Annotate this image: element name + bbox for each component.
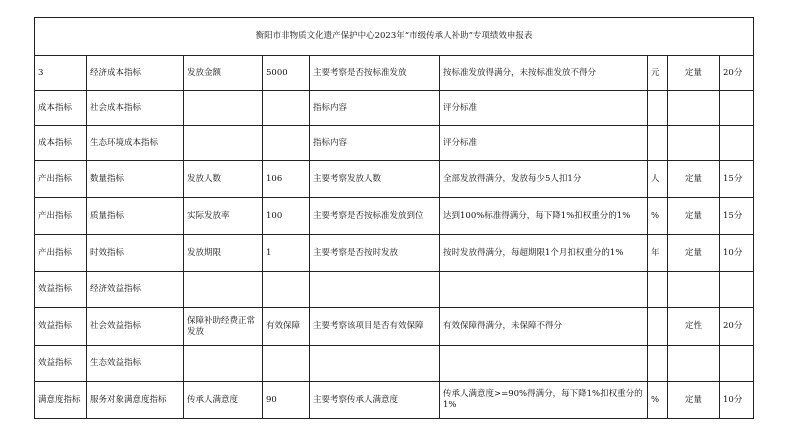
table-cell-c3: 发放金额	[184, 56, 263, 91]
table-cell-c1: 满意度指标	[35, 382, 87, 419]
table-cell-c6: 按标准发放得满分，未按标准发放不得分	[440, 56, 648, 91]
table-cell-c2: 数量指标	[87, 161, 184, 198]
title-row	[35, 18, 754, 56]
table-cell-c9	[720, 126, 754, 161]
table-cell-c9: 20分	[720, 308, 754, 346]
table-cell-c7	[648, 91, 668, 126]
table-cell-c9: 10分	[720, 235, 754, 272]
table-cell-c7: 元	[648, 56, 668, 91]
table-cell-c6: 评分标准	[440, 126, 648, 161]
table-cell-c8	[668, 91, 720, 126]
table-cell-c3	[184, 346, 263, 382]
table-cell-c4	[263, 272, 310, 308]
table-cell-c1: 效益指标	[35, 346, 87, 382]
table-cell-c7	[648, 126, 668, 161]
table-cell-c7: 年	[648, 235, 668, 272]
table-cell-c6: 按时发放得满分，每超期限1个月扣权重分的1%	[440, 235, 648, 272]
table-cell-c2: 质量指标	[87, 198, 184, 235]
table-row	[35, 198, 754, 235]
table-cell-c4: 有效保障	[263, 308, 310, 346]
table-cell-c8: 定量	[668, 56, 720, 91]
table-cell-c3: 发放人数	[184, 161, 263, 198]
table-cell-c3	[184, 126, 263, 161]
table-cell-c3: 发放期限	[184, 235, 263, 272]
table-cell-c5	[310, 346, 440, 382]
table-cell-c7	[648, 308, 668, 346]
table-cell-c8	[668, 346, 720, 382]
table-cell-c5: 主要考察传承人满意度	[310, 382, 440, 419]
table-cell-c8	[668, 126, 720, 161]
table-cell-c4	[263, 126, 310, 161]
table-cell-c3	[184, 91, 263, 126]
table-cell-c5: 指标内容	[310, 91, 440, 126]
table-cell-c4	[263, 91, 310, 126]
table-cell-c9: 15分	[720, 161, 754, 198]
table-cell-c7	[648, 346, 668, 382]
table-cell-c1: 效益指标	[35, 308, 87, 346]
table-cell-c9: 20分	[720, 56, 754, 91]
table-row	[35, 346, 754, 382]
table-cell-c5: 指标内容	[310, 126, 440, 161]
table-cell-c5: 主要考察该项目是否有效保障	[310, 308, 440, 346]
table-cell-c3: 实际发放率	[184, 198, 263, 235]
table-cell-c9	[720, 272, 754, 308]
table-cell-c5: 主要考察是否按时发放	[310, 235, 440, 272]
table-cell-c6	[440, 346, 648, 382]
table-cell-c5: 主要考察是否按标准发放到位	[310, 198, 440, 235]
table-cell-c5: 主要考察发放人数	[310, 161, 440, 198]
table-cell-c2: 生态环境成本指标	[87, 126, 184, 161]
table-cell-c7: 人	[648, 161, 668, 198]
table-cell-c3: 传承人满意度	[184, 382, 263, 419]
table-row	[35, 272, 754, 308]
table-cell-c4: 106	[263, 161, 310, 198]
table-cell-c4: 90	[263, 382, 310, 419]
table-cell-c5: 主要考察是否按标准发放	[310, 56, 440, 91]
table-cell-c4: 100	[263, 198, 310, 235]
table-cell-c8	[668, 272, 720, 308]
table-title: 衡阳市非物质文化遗产保护中心2023年“市级传承人补助”专项绩效申报表	[35, 18, 754, 56]
table-cell-c7	[648, 272, 668, 308]
table-cell-c3: 保障补助经费正常发放	[184, 308, 263, 346]
table-cell-c2: 经济效益指标	[87, 272, 184, 308]
table-cell-c2: 经济成本指标	[87, 56, 184, 91]
table-cell-c7: %	[648, 382, 668, 419]
table-cell-c9	[720, 346, 754, 382]
table-cell-c5	[310, 272, 440, 308]
table-cell-c2: 社会成本指标	[87, 91, 184, 126]
table-cell-c2: 社会效益指标	[87, 308, 184, 346]
table-cell-c4: 5000	[263, 56, 310, 91]
table-cell-c8: 定性	[668, 308, 720, 346]
table-cell-c2: 服务对象满意度指标	[87, 382, 184, 419]
table-cell-c9: 15分	[720, 198, 754, 235]
table-cell-c1: 效益指标	[35, 272, 87, 308]
table-cell-c1: 产出指标	[35, 198, 87, 235]
table-cell-c8: 定量	[668, 161, 720, 198]
table-cell-c4	[263, 346, 310, 382]
table-row	[35, 126, 754, 161]
table-cell-c8: 定量	[668, 382, 720, 419]
table-cell-c4: 1	[263, 235, 310, 272]
table-cell-c6: 有效保障得满分，未保障不得分	[440, 308, 648, 346]
table-cell-c8: 定量	[668, 235, 720, 272]
performance-table	[34, 17, 754, 419]
table-row	[35, 161, 754, 198]
table-row	[35, 235, 754, 272]
table-row	[35, 382, 754, 419]
table-cell-c1: 3	[35, 56, 87, 91]
table-row	[35, 308, 754, 346]
table-cell-c2: 时效指标	[87, 235, 184, 272]
table-cell-c7: %	[648, 198, 668, 235]
table-row	[35, 91, 754, 126]
table-cell-c2: 生态效益指标	[87, 346, 184, 382]
table-cell-c1: 成本指标	[35, 126, 87, 161]
table-cell-c6: 全部发放得满分，发放每少5人扣1分	[440, 161, 648, 198]
table-cell-c6: 传承人满意度>=90%得满分，每下降1%扣权重分的1%	[440, 382, 648, 419]
table-cell-c1: 产出指标	[35, 161, 87, 198]
table-cell-c6	[440, 272, 648, 308]
table-cell-c8: 定量	[668, 198, 720, 235]
table-row	[35, 56, 754, 91]
table-cell-c9: 10分	[720, 382, 754, 419]
table-cell-c6: 评分标准	[440, 91, 648, 126]
table-cell-c1: 产出指标	[35, 235, 87, 272]
table-cell-c1: 成本指标	[35, 91, 87, 126]
table-cell-c3	[184, 272, 263, 308]
table-cell-c9	[720, 91, 754, 126]
table-cell-c6: 达到100%标准得满分，每下降1%扣权重分的1%	[440, 198, 648, 235]
